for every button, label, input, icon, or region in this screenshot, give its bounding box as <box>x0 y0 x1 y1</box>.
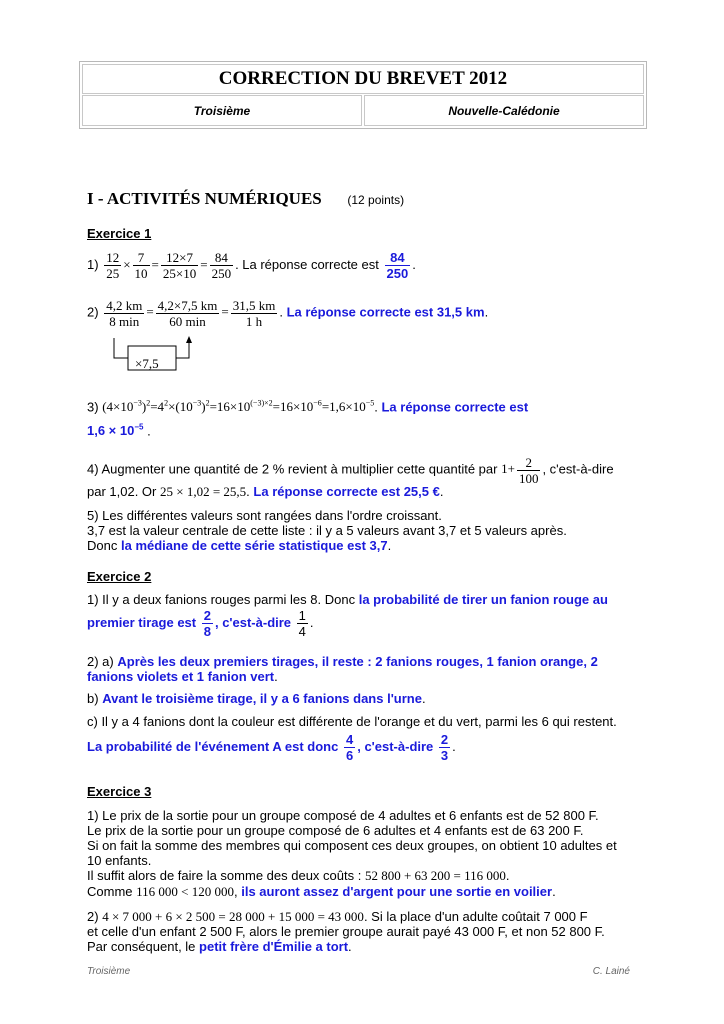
ex1-title-text: Exercice 1 <box>87 226 152 241</box>
ex3-line9-answer: petit frère d'Émilie a tort <box>199 939 349 954</box>
ex2-q1-text: 1) Il y a deux fanions rouges parmi les 8. Donc <box>87 592 356 607</box>
ex3-line1: 1) Le prix de la sortie pour un groupe composé de 4 adultes et 6 enfants est de 52 800 F. <box>87 808 599 823</box>
ex1-q2-answer: La réponse correcte est 31,5 km <box>286 304 485 320</box>
section-heading <box>87 191 404 208</box>
ex3-line5-math: 52 800 + 63 200 = 116 000 <box>364 868 506 883</box>
ex3-line7-text: . Si la place d'un adulte coûtait 7 000 F <box>363 909 588 924</box>
ex1-q5-line3: Donc la médiane de cette série statistique est 3,7. <box>87 538 392 553</box>
header-box <box>79 61 647 129</box>
ex2-q2c: c) Il y a 4 fanions dont la couleur est différente de l'orange et du vert, parmi les 6 qui restent. <box>87 714 617 729</box>
ex2-q1-answer1: la probabilité de tirer un fanion rouge au <box>358 592 608 607</box>
ex3-line9-text: Par conséquent, le <box>87 939 196 954</box>
ex3-title-text: Exercice 3 <box>87 784 152 799</box>
ex1-title <box>87 226 151 241</box>
ex1-q1-text: . La réponse correcte est <box>235 256 379 272</box>
ex1-q1: 1) $\frac{12}{25}$ × $\frac{7}{10}$ = $\frac{12\times 7}{25\times 10}$ = $\frac{84}{250}$ . La réponse correcte est $\frac{84}{250}$ . <box>87 250 416 282</box>
ex3-line6-math: 116 000 < 120 000 <box>136 884 234 899</box>
footer-left: Troisième <box>87 966 131 977</box>
ex1-q2-label: 2) <box>87 304 99 320</box>
ex3-line3: Si on fait la somme des membres qui composent ces deux groupes, on obtient 10 adultes et <box>87 838 617 853</box>
ex2-q2a-answer1: Après les deux premiers tirages, il reste : 2 fanions rouges, 1 fanion orange, 2 <box>117 654 598 669</box>
ex2-q2a-line2: fanions violets et 1 fanion vert. <box>87 669 278 684</box>
ex2-q2c-answer2: , c'est-à-dire <box>357 738 434 754</box>
ex1-q1-answer: $\frac{84}{250}$ <box>386 250 409 281</box>
ex2-q2b-answer: Avant le troisième tirage, il y a 6 fanions dans l'urne <box>102 691 422 706</box>
ex3-line7-label: 2) <box>87 909 99 924</box>
ex1-q5-line2: 3,7 est la valeur centrale de cette liste : il y a 5 valeurs avant 3,7 et 5 valeurs après. <box>87 523 567 538</box>
header-place: Nouvelle-Calédonie <box>448 104 560 118</box>
ex1-q4-math: 25 × 1,02 = 25,5 <box>160 484 247 499</box>
ex3-line6-answer: ils auront assez d'argent pour une sortie en voilier <box>241 884 553 899</box>
ex3-line5-text: Il suffit alors de faire la somme des deux coûts : <box>87 868 362 883</box>
ex3-line6-text: Comme <box>87 884 133 899</box>
ex2-q2a-line1 <box>87 654 598 669</box>
ex1-q3-answer: La réponse correcte est <box>381 399 529 415</box>
ex1-q3-label: 3) <box>87 399 99 415</box>
ex1-q3-line2: $1,6 \times 10^{-5}$ . <box>87 423 151 439</box>
ex2-q1-line1 <box>87 592 608 607</box>
ex3-line4: 10 enfants. <box>87 853 152 868</box>
ex1-q5-text3: Donc <box>87 538 118 553</box>
section-points: (12 points) <box>347 193 405 207</box>
ex2-q2a-label: 2) a) <box>87 654 114 669</box>
ex2-q2b: b) Avant le troisième tirage, il y a 6 fanions dans l'urne. <box>87 691 426 706</box>
ex2-q2b-label: b) <box>87 691 99 706</box>
ex2-q1-answer3: , c'est-à-dire <box>214 614 292 630</box>
header-level-cell <box>82 95 362 126</box>
header-place-cell <box>364 95 644 126</box>
section-title: I - ACTIVITÉS NUMÉRIQUES <box>87 189 322 208</box>
ex3-line8: et celle d'un enfant 2 500 F, alors le premier groupe aurait payé 43 000 F, et non 52 800 F. <box>87 924 605 939</box>
ex3-line7-math: 4 × 7 000 + 6 × 2 500 = 28 000 + 15 000 = 43 000 <box>102 909 364 924</box>
ex2-q1-line2: premier tirage est $\frac{2}{8}$ , c'est-à-dire $\frac{1}{4}$ . <box>87 608 314 639</box>
ex2-q2c-answer-line: La probabilité de l'événement A est donc $\frac{4}{6}$ , c'est-à-dire $\frac{2}{3}$ . <box>87 732 456 763</box>
ex2-q2a-answer2: fanions violets et 1 fanion vert <box>87 669 275 684</box>
ex3-line7 <box>87 909 588 924</box>
header-title-cell <box>82 64 644 94</box>
ex1-q1-label: 1) <box>87 256 99 272</box>
ex1-q2-box-label: ×7,5 <box>135 356 159 371</box>
ex1-q4-answer: La réponse correcte est 25,5 € <box>253 484 440 499</box>
ex1-q4-line1: 4) Augmenter une quantité de 2 % revient à multiplier cette quantité par 1+ $\frac{2}{100}$ , c'est-à-dire <box>87 455 614 486</box>
ex2-title-text: Exercice 2 <box>87 569 152 584</box>
ex3-line5: Il suffit alors de faire la somme des deux coûts : 52 800 + 63 200 = 116 000. <box>87 868 510 883</box>
ex1-q2: 2) $\frac{4,2 km}{8 \min}$ = $\frac{4,2\times 7,5 km}{60 \min}$ = $\frac{31,5 km}{1 h}$ . La réponse correcte est 31,5 km. <box>87 298 489 329</box>
ex2-title <box>87 569 151 584</box>
ex3-line9: Par conséquent, le petit frère d'Émilie a tort. <box>87 939 352 954</box>
ex1-q3-answer-value: 1,6 × 10 <box>87 423 135 439</box>
ex1-q3: 3) $(4\times 10^{-3})^2=4^2\times(10^{-3})^2=16\times 10^{(-3)\times 2}=16\times 10^{-6}=1,6\times 10^{-5}$. La réponse correcte est <box>87 399 529 415</box>
ex2-q1-answer2: premier tirage est <box>87 614 197 630</box>
ex3-line6: Comme 116 000 < 120 000, ils auront assez d'argent pour une sortie en voilier. <box>87 884 556 899</box>
ex3-title <box>87 784 151 799</box>
footer-right: C. Lainé <box>592 966 630 977</box>
page-title: CORRECTION DU BREVET 2012 <box>218 68 508 89</box>
ex3-line2: Le prix de la sortie pour un groupe composé de 6 adultes et 4 enfants est de 63 200 F. <box>87 823 584 838</box>
ex1-q5-line1: 5) Les différentes valeurs sont rangées dans l'ordre croissant. <box>87 508 442 523</box>
ex1-q4-line2: par 1,02. Or 25 × 1,02 = 25,5. La réponse correcte est 25,5 €. <box>87 484 444 499</box>
ex1-q4-text2: par 1,02. Or <box>87 484 157 499</box>
ex1-q5-answer: la médiane de cette série statistique est 3,7 <box>120 538 388 553</box>
ex1-q4-text1b: , c'est-à-dire <box>542 461 614 477</box>
ex1-q4-text1: 4) Augmenter une quantité de 2 % revient à multiplier cette quantité par <box>87 461 498 477</box>
header-level: Troisième <box>193 104 251 118</box>
ex2-q2c-answer1: La probabilité de l'événement A est donc <box>87 738 339 754</box>
